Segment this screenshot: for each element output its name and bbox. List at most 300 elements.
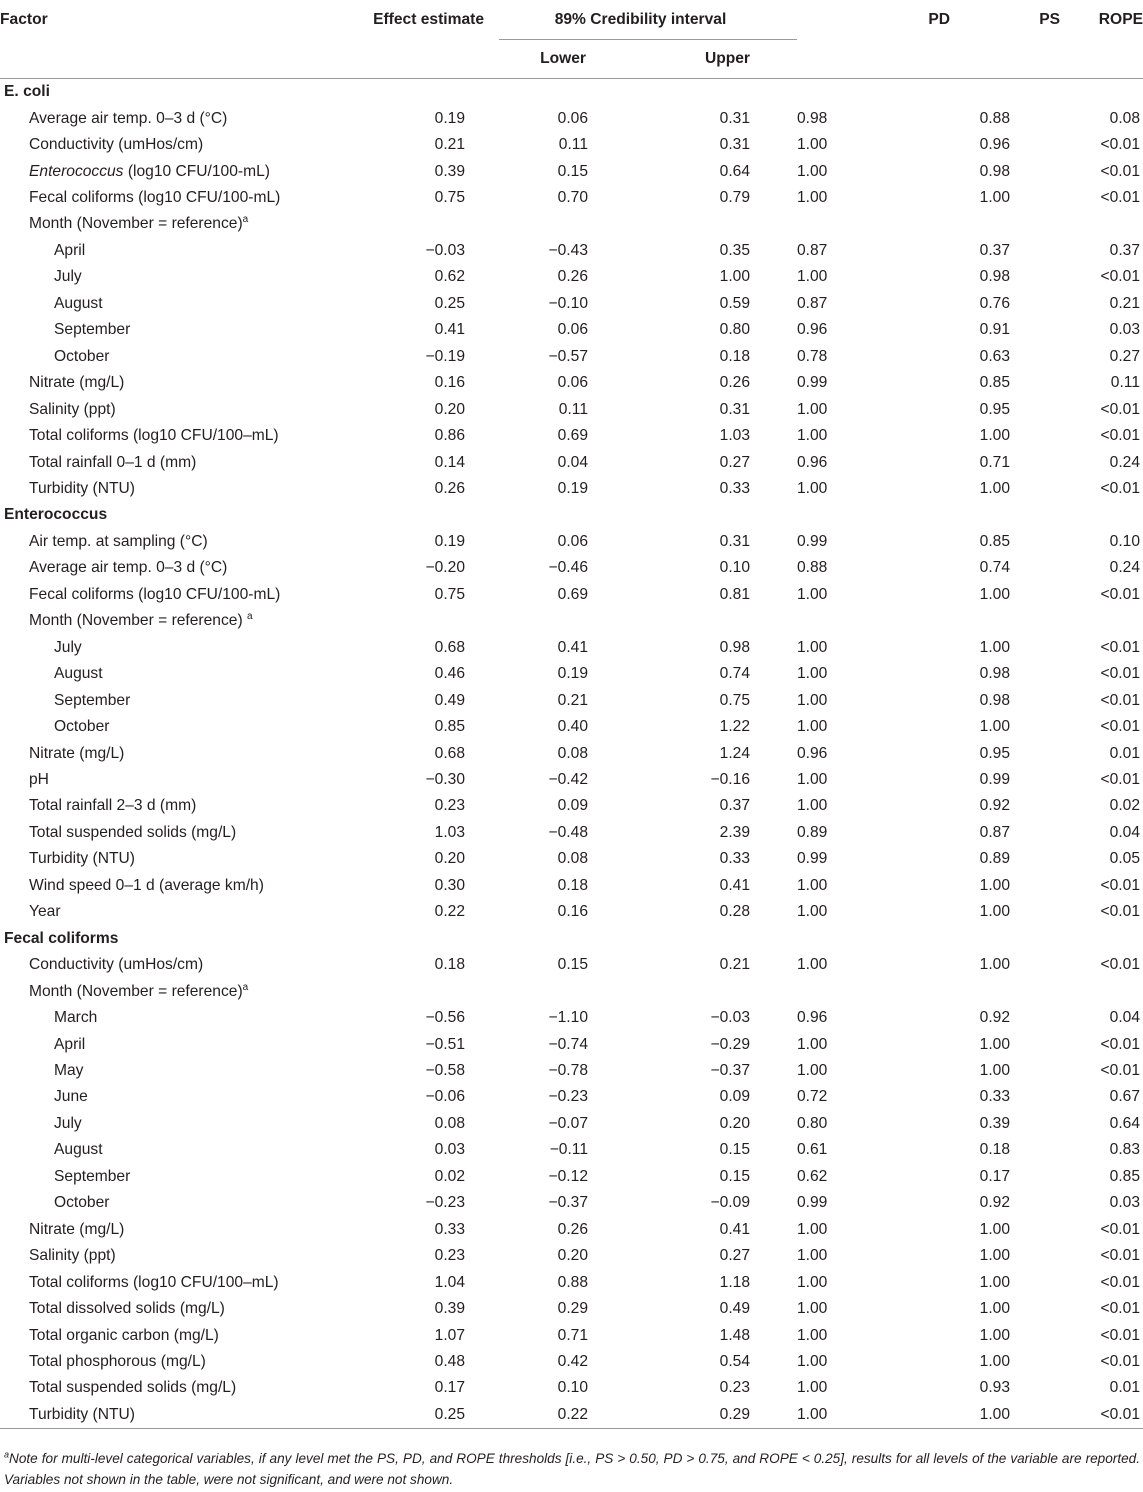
- factor-label: Turbidity (NTU): [29, 480, 135, 498]
- pd-cell: 0.88: [797, 559, 828, 577]
- ps-cell: 0.95: [979, 400, 1010, 418]
- table-row: [0, 449, 1143, 475]
- rope-cell: <0.01: [1100, 665, 1140, 683]
- rope-cell: <0.01: [1100, 427, 1140, 445]
- lower-cell: [484, 978, 604, 1004]
- effect-estimate-cell: 0.02: [434, 1167, 465, 1185]
- lower-cell: [484, 608, 604, 634]
- lower-cell: −0.43: [548, 241, 588, 259]
- rope-cell: 0.85: [1109, 1167, 1140, 1185]
- pd-cell: 1.00: [797, 136, 828, 154]
- lower-cell: [484, 211, 604, 237]
- lower-cell: −0.78: [548, 1061, 588, 1079]
- lower-cell: −0.37: [548, 1194, 588, 1212]
- effect-estimate-cell: −0.20: [425, 559, 465, 577]
- lower-cell: −1.10: [548, 1009, 588, 1027]
- rope-cell: <0.01: [1100, 162, 1140, 180]
- factor-cell: [0, 396, 340, 422]
- factor-cell: [0, 608, 340, 634]
- rope-cell: <0.01: [1100, 876, 1140, 894]
- table-row: [0, 1190, 1143, 1216]
- ps-cell: 0.88: [979, 109, 1010, 127]
- upper-cell: 0.20: [719, 1114, 750, 1132]
- table-header: [0, 0, 1143, 79]
- table-row: [0, 132, 1143, 158]
- ps-cell: 1.00: [979, 1035, 1010, 1053]
- table-row: [0, 1296, 1143, 1322]
- table-row: [0, 264, 1143, 290]
- pd-cell: 0.96: [797, 321, 828, 339]
- effect-estimate-cell: 0.39: [434, 162, 465, 180]
- pd-cell: 0.61: [797, 1141, 828, 1159]
- factor-label: Turbidity (NTU): [29, 850, 135, 868]
- lower-cell: 0.71: [557, 1326, 588, 1344]
- table-row: [0, 873, 1143, 899]
- effect-estimate-cell: 0.08: [434, 1114, 465, 1132]
- lower-cell: 0.69: [557, 585, 588, 603]
- rope-cell: 0.01: [1109, 1379, 1140, 1397]
- pd-cell: 0.80: [797, 1114, 828, 1132]
- credibility-label: 89% Credibility interval: [554, 11, 727, 28]
- factor-label: pH: [29, 771, 49, 788]
- table-row: [0, 1111, 1143, 1137]
- lower-cell: −0.07: [548, 1114, 588, 1132]
- lower-cell: 0.10: [557, 1379, 588, 1397]
- lower-cell: −0.12: [548, 1167, 588, 1185]
- group-title: Fecal coliforms: [4, 929, 119, 947]
- pd-cell: 1.00: [797, 956, 828, 974]
- upper-cell: 0.23: [719, 1379, 750, 1397]
- ps-cell: 0.98: [979, 162, 1010, 180]
- lower-cell: −0.11: [549, 1141, 588, 1159]
- lower-cell: 0.19: [557, 665, 588, 683]
- footnote-text: Note for multi-level categorical variables, if any level met the PS, PD, and ROPE thresholds [i.e., PS > 0.50, PD > 0.75, and ROPE < 0.25], results for all levels of the variable are reported. Variables not shown in the table, were not significant, and were not shown.: [4, 1451, 1140, 1487]
- rope-cell: <0.01: [1100, 400, 1140, 418]
- rope-cell: 0.02: [1109, 797, 1140, 815]
- effect-estimate-cell: −0.30: [425, 771, 465, 788]
- upper-cell: 0.80: [719, 321, 750, 339]
- effect-estimate-cell: 0.03: [434, 1141, 465, 1159]
- pd-cell: 1.00: [797, 1300, 828, 1318]
- rope-cell: [1060, 978, 1143, 1004]
- factor-cell: [0, 132, 340, 158]
- factor-label: Month (November = reference): [29, 612, 247, 630]
- effect-estimate-cell: 0.68: [434, 638, 465, 656]
- header-lower: Lower: [484, 40, 604, 79]
- effect-estimate-cell: 1.04: [434, 1273, 465, 1291]
- factor-cell: [0, 1216, 340, 1242]
- table-row: [0, 238, 1143, 264]
- lower-cell: −0.48: [548, 823, 588, 841]
- factor-label: Total rainfall 0–1 d (mm): [29, 453, 197, 471]
- pd-cell: 0.87: [797, 241, 828, 259]
- lower-cell: 0.19: [557, 480, 588, 498]
- effect-estimate-cell: 0.19: [434, 109, 465, 127]
- table-row: [0, 158, 1143, 184]
- pd-cell: 1.00: [797, 427, 828, 445]
- rope-cell: 0.11: [1110, 374, 1140, 392]
- upper-cell: [604, 211, 797, 237]
- factor-cell: [0, 820, 340, 846]
- ps-cell: 1.00: [979, 903, 1010, 921]
- table-row: [0, 529, 1143, 555]
- pd-cell: 1.00: [797, 638, 828, 656]
- effect-estimate-cell: −0.19: [425, 347, 465, 365]
- factor-cell: [0, 793, 340, 819]
- table-row: [0, 635, 1143, 661]
- factor-label: Air temp. at sampling (°C): [29, 532, 208, 550]
- rope-cell: <0.01: [1100, 1035, 1140, 1053]
- factor-cell: [0, 1058, 340, 1084]
- rope-cell: [1060, 211, 1143, 237]
- pd-cell: [797, 978, 950, 1004]
- upper-cell: 1.00: [719, 268, 750, 286]
- ps-cell: [950, 211, 1060, 237]
- factor-label: Turbidity (NTU): [29, 1405, 135, 1423]
- upper-cell: 0.18: [719, 347, 750, 365]
- header-credibility-interval: [484, 0, 797, 40]
- table-row: [0, 476, 1143, 502]
- pd-cell: 1.00: [797, 903, 828, 921]
- effect-estimate-cell: 0.49: [434, 691, 465, 709]
- table-row: [0, 105, 1143, 131]
- upper-cell: −0.03: [710, 1009, 750, 1027]
- effect-estimate-cell: 0.68: [434, 744, 465, 762]
- lower-cell: −0.57: [548, 347, 588, 365]
- lower-cell: 0.15: [557, 956, 588, 974]
- effect-estimate-cell: 0.86: [434, 427, 465, 445]
- table-row: [0, 344, 1143, 370]
- header-upper: Upper: [604, 40, 797, 79]
- effect-estimate-cell: 0.85: [434, 718, 465, 736]
- factor-label: Fecal coliforms (log10 CFU/100-mL): [29, 585, 281, 603]
- effect-estimate-cell: 0.14: [434, 453, 465, 471]
- effect-estimate-cell: [340, 608, 484, 634]
- table-row: [0, 423, 1143, 449]
- upper-cell: 0.64: [719, 162, 750, 180]
- factor-cell: [0, 1111, 340, 1137]
- rope-cell: 0.08: [1109, 109, 1140, 127]
- effect-estimate-cell: 0.75: [434, 585, 465, 603]
- factor-cell: [0, 185, 340, 211]
- header-spacer: [1060, 40, 1143, 79]
- upper-cell: 0.59: [719, 294, 750, 312]
- lower-cell: 0.06: [557, 374, 588, 392]
- upper-cell: −0.09: [710, 1194, 750, 1212]
- factor-label: Total dissolved solids (mg/L): [29, 1300, 225, 1318]
- upper-cell: 0.98: [719, 638, 750, 656]
- pd-cell: 0.98: [797, 109, 828, 127]
- table-row: [0, 1322, 1143, 1348]
- upper-cell: 0.54: [719, 1352, 750, 1370]
- header-rope: ROPE: [1098, 11, 1143, 28]
- table-row: [0, 1216, 1143, 1242]
- effect-estimate-cell: 0.62: [434, 268, 465, 286]
- upper-cell: 1.22: [719, 718, 750, 736]
- rope-cell: 0.27: [1109, 347, 1140, 365]
- effect-estimate-cell: 0.48: [434, 1352, 465, 1370]
- factor-cell: [0, 529, 340, 555]
- rope-cell: 0.67: [1109, 1088, 1140, 1106]
- pd-cell: 0.78: [797, 347, 828, 365]
- rope-cell: 0.04: [1109, 1009, 1140, 1027]
- effect-estimate-cell: −0.23: [425, 1194, 465, 1212]
- factor-label: August: [54, 1141, 103, 1159]
- ps-cell: 0.17: [979, 1167, 1010, 1185]
- factor-cell: [0, 423, 340, 449]
- effect-estimate-cell: −0.58: [425, 1061, 465, 1079]
- effect-estimate-cell: 0.26: [434, 480, 465, 498]
- factor-cell: [0, 344, 340, 370]
- upper-cell: 0.15: [719, 1141, 750, 1159]
- factor-cell: [0, 1349, 340, 1375]
- upper-cell: [604, 978, 797, 1004]
- pd-cell: 1.00: [797, 876, 828, 894]
- pd-cell: 1.00: [797, 718, 828, 736]
- header-pd: PD: [928, 11, 950, 28]
- ps-cell: 1.00: [979, 1273, 1010, 1291]
- ps-cell: 0.99: [979, 771, 1010, 788]
- table-row: [0, 370, 1143, 396]
- rope-cell: 0.03: [1109, 1194, 1140, 1212]
- upper-cell: 0.27: [719, 1247, 750, 1265]
- pd-cell: 1.00: [797, 1402, 950, 1428]
- ps-cell: 0.74: [979, 559, 1010, 577]
- factor-cell: [0, 158, 340, 184]
- factor-label: August: [54, 294, 103, 312]
- effect-estimate-cell: 0.23: [434, 1247, 465, 1265]
- rope-cell: <0.01: [1100, 585, 1140, 603]
- lower-cell: 0.26: [557, 268, 588, 286]
- effect-estimate-cell: 0.22: [434, 903, 465, 921]
- table-row: [0, 1375, 1143, 1401]
- factor-cell: [0, 317, 340, 343]
- pd-cell: 0.99: [797, 850, 828, 868]
- effect-estimate-cell: 0.33: [434, 1220, 465, 1238]
- upper-cell: 0.31: [719, 136, 750, 154]
- pd-cell: 1.00: [797, 162, 828, 180]
- upper-cell: 0.79: [719, 189, 750, 207]
- rope-cell: 0.05: [1109, 850, 1140, 868]
- factor-cell: [0, 1269, 340, 1295]
- factor-unit: (log10 CFU/100-mL): [123, 162, 270, 180]
- ps-cell: 0.85: [979, 374, 1010, 392]
- ps-cell: 1.00: [950, 1402, 1060, 1428]
- table-body: [0, 79, 1143, 1429]
- factor-cell: [0, 1190, 340, 1216]
- ps-cell: 1.00: [979, 585, 1010, 603]
- effect-estimate-cell: −0.06: [425, 1088, 465, 1106]
- factor-cell: [0, 873, 340, 899]
- rope-cell: 0.24: [1109, 559, 1140, 577]
- table-row: [0, 687, 1143, 713]
- rope-cell: 0.83: [1109, 1141, 1140, 1159]
- pd-cell: 1.00: [797, 1273, 828, 1291]
- factor-cell: [0, 582, 340, 608]
- factor-cell: [0, 1137, 340, 1163]
- factor-cell: [0, 1084, 340, 1110]
- effect-estimate-cell: 0.41: [434, 321, 465, 339]
- pd-cell: 1.00: [797, 1220, 828, 1238]
- upper-cell: 1.48: [719, 1326, 750, 1344]
- ps-cell: 0.93: [979, 1379, 1010, 1397]
- effect-estimate-cell: 0.20: [434, 400, 465, 418]
- factor-label: September: [54, 691, 131, 709]
- ps-cell: 0.39: [979, 1114, 1010, 1132]
- pd-cell: 1.00: [797, 585, 828, 603]
- upper-cell: −0.29: [710, 1035, 750, 1053]
- lower-cell: −0.46: [548, 559, 588, 577]
- factor-label: Nitrate (mg/L): [29, 1220, 125, 1238]
- upper-cell: 0.10: [719, 559, 750, 577]
- header-ps: PS: [1039, 11, 1060, 28]
- ps-cell: 1.00: [979, 1352, 1010, 1370]
- pd-cell: 1.00: [797, 771, 828, 788]
- table-row: [0, 714, 1143, 740]
- group-row: [0, 502, 1143, 528]
- lower-cell: 0.11: [558, 136, 588, 154]
- factor-cell: [0, 1296, 340, 1322]
- header-spacer: [0, 40, 340, 79]
- ps-cell: 1.00: [979, 1326, 1010, 1344]
- factor-cell: [0, 687, 340, 713]
- upper-cell: 0.74: [719, 665, 750, 683]
- factor-label: Month (November = reference): [29, 215, 243, 233]
- upper-cell: 0.09: [719, 1088, 750, 1106]
- table-row: [0, 1402, 1143, 1428]
- lower-cell: 0.88: [557, 1273, 588, 1291]
- factor-label: July: [54, 1114, 82, 1132]
- pd-cell: 1.00: [797, 480, 828, 498]
- lower-cell: 0.70: [557, 189, 588, 207]
- lower-cell: 0.09: [557, 797, 588, 815]
- ps-cell: 0.98: [979, 665, 1010, 683]
- table-row: [0, 1137, 1143, 1163]
- factor-cell: [0, 555, 340, 581]
- pd-cell: 1.00: [797, 1035, 828, 1053]
- pd-cell: 0.99: [797, 532, 828, 550]
- factor-label: May: [54, 1061, 84, 1079]
- lower-cell: 0.41: [557, 638, 588, 656]
- effect-estimate-cell: 0.17: [434, 1379, 465, 1397]
- table-row: [0, 1031, 1143, 1057]
- ps-cell: [950, 608, 1060, 634]
- pd-cell: 0.96: [797, 1009, 828, 1027]
- pd-cell: 1.00: [797, 400, 828, 418]
- factor-label: Conductivity (umHos/cm): [29, 956, 204, 974]
- effect-estimate-cell: 1.03: [434, 823, 465, 841]
- factor-cell: [0, 978, 340, 1004]
- ps-cell: 1.00: [979, 1300, 1010, 1318]
- ps-cell: [950, 978, 1060, 1004]
- rope-cell: 0.21: [1109, 294, 1140, 312]
- upper-cell: 2.39: [719, 823, 750, 841]
- rope-cell: <0.01: [1060, 1402, 1143, 1428]
- upper-cell: −0.16: [710, 771, 750, 788]
- pd-cell: 0.72: [797, 1088, 828, 1106]
- factor-cell: [0, 1322, 340, 1348]
- factor-label: Total rainfall 2–3 d (mm): [29, 797, 197, 815]
- upper-cell: 1.18: [719, 1273, 750, 1291]
- lower-cell: 0.20: [557, 1247, 588, 1265]
- rope-cell: 0.03: [1109, 321, 1140, 339]
- factor-cell: [0, 264, 340, 290]
- lower-cell: 0.40: [557, 718, 588, 736]
- lower-cell: 0.11: [558, 400, 588, 418]
- factor-label: September: [54, 1167, 131, 1185]
- lower-cell: 0.42: [557, 1352, 588, 1370]
- factor-label: Fecal coliforms (log10 CFU/100-mL): [29, 189, 281, 207]
- factor-label: April: [54, 1035, 86, 1053]
- rope-cell: <0.01: [1100, 1061, 1140, 1079]
- header-spacer: [797, 40, 950, 79]
- effect-estimate-cell: 0.25: [434, 294, 465, 312]
- header-spacer: [950, 40, 1060, 79]
- rope-cell: <0.01: [1100, 1273, 1140, 1291]
- effect-estimate-cell: 0.46: [434, 665, 465, 683]
- lower-cell: 0.06: [557, 321, 588, 339]
- effect-estimate-cell: 0.30: [434, 876, 465, 894]
- lower-cell: 0.08: [557, 744, 588, 762]
- table-row: [0, 608, 1143, 634]
- factor-label: Average air temp. 0–3 d (°C): [29, 559, 228, 577]
- ps-cell: 0.18: [979, 1141, 1010, 1159]
- lower-cell: 0.04: [557, 453, 588, 471]
- table-row: [0, 740, 1143, 766]
- effect-estimate-cell: 0.25: [340, 1402, 484, 1428]
- footnote-marker: a: [4, 1449, 10, 1460]
- effect-estimate-cell: [340, 211, 484, 237]
- table-row: [0, 1243, 1143, 1269]
- pd-cell: [797, 608, 950, 634]
- ps-cell: 0.63: [979, 347, 1010, 365]
- ps-cell: 0.71: [979, 453, 1010, 471]
- factor-label: March: [54, 1009, 98, 1027]
- footnote-ref: a: [242, 981, 249, 993]
- effect-estimate-cell: 0.19: [434, 532, 465, 550]
- table-row: [0, 952, 1143, 978]
- upper-cell: 0.41: [719, 876, 750, 894]
- pd-cell: 1.00: [797, 1326, 828, 1344]
- upper-cell: 0.26: [719, 374, 750, 392]
- ps-cell: 1.00: [979, 427, 1010, 445]
- factor-cell: [0, 714, 340, 740]
- effect-estimate-cell: 0.23: [434, 797, 465, 815]
- factor-cell: [0, 1375, 340, 1401]
- table-row: [0, 317, 1143, 343]
- ps-cell: 1.00: [979, 718, 1010, 736]
- upper-cell: 0.41: [719, 1220, 750, 1238]
- upper-cell: 0.31: [719, 532, 750, 550]
- pd-cell: 1.00: [797, 1061, 828, 1079]
- pd-cell: 1.00: [797, 1247, 828, 1265]
- header-effect-estimate: Effect estimate: [373, 11, 484, 28]
- effect-estimate-cell: 0.39: [434, 1300, 465, 1318]
- footnote-ref: a: [246, 611, 253, 623]
- pd-cell: 0.96: [797, 453, 828, 471]
- effect-estimate-cell: −0.51: [425, 1035, 465, 1053]
- ps-cell: 0.37: [979, 241, 1010, 259]
- factor-cell: [0, 767, 340, 793]
- pd-cell: [797, 211, 950, 237]
- upper-cell: [604, 608, 797, 634]
- lower-cell: 0.16: [557, 903, 588, 921]
- rope-cell: <0.01: [1100, 480, 1140, 498]
- factor-cell: [0, 105, 340, 131]
- rope-cell: <0.01: [1100, 691, 1140, 709]
- table-row: [0, 291, 1143, 317]
- rope-cell: 0.10: [1109, 532, 1140, 550]
